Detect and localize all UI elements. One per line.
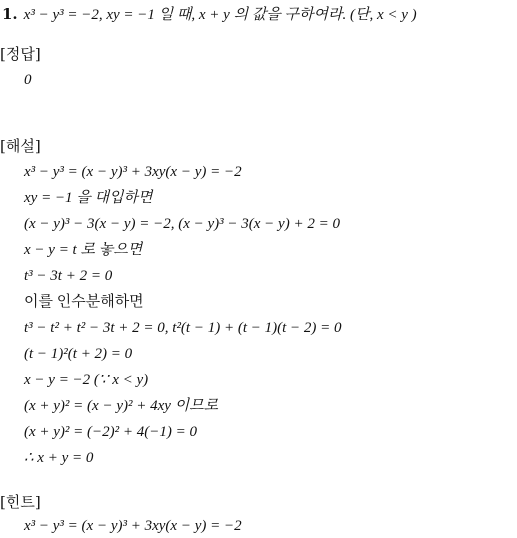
solution-line: x³ − y³ = (x − y)³ + 3xy(x − y) = −2 bbox=[24, 164, 242, 180]
solution-line: (x + y)² = (−2)² + 4(−1) = 0 bbox=[24, 424, 198, 440]
hint-line: x³ − y³ = (x − y)³ + 3xy(x − y) = −2 bbox=[24, 518, 242, 534]
solution-line: t³ − 3t + 2 = 0 bbox=[24, 268, 113, 284]
solution-line: (x − y)³ − 3(x − y) = −2, (x − y)³ − 3(x − y) + 2 = 0 bbox=[24, 216, 340, 232]
answer-value: 0 bbox=[24, 72, 32, 88]
solution-line: x − y = t 로 놓으면 bbox=[24, 242, 143, 258]
answer-heading: [정답] bbox=[0, 45, 41, 63]
solution-line: t³ − t² + t² − 3t + 2 = 0, t²(t − 1) + (t − 1)(t − 2) = 0 bbox=[24, 320, 342, 336]
solution-line: x − y = −2 (∵ x < y) bbox=[24, 372, 149, 388]
solution-heading: [해설] bbox=[0, 137, 41, 155]
solution-line: (x + y)² = (x − y)² + 4xy 이므로 bbox=[24, 398, 219, 414]
problem-statement bbox=[2, 4, 417, 25]
solution-line: 이를 인수분해하면 bbox=[24, 294, 144, 310]
solution-line: (t − 1)²(t + 2) = 0 bbox=[24, 346, 133, 362]
problem-text: x³ − y³ = −2, xy = −1 일 때, x + y 의 값을 구하여라. (단, x < y ) bbox=[23, 7, 417, 23]
solution-line: ∴ x + y = 0 bbox=[24, 450, 94, 466]
solution-line: xy = −1 을 대입하면 bbox=[24, 190, 153, 206]
hint-heading: [힌트] bbox=[0, 493, 41, 511]
problem-number: 1. bbox=[2, 5, 18, 23]
